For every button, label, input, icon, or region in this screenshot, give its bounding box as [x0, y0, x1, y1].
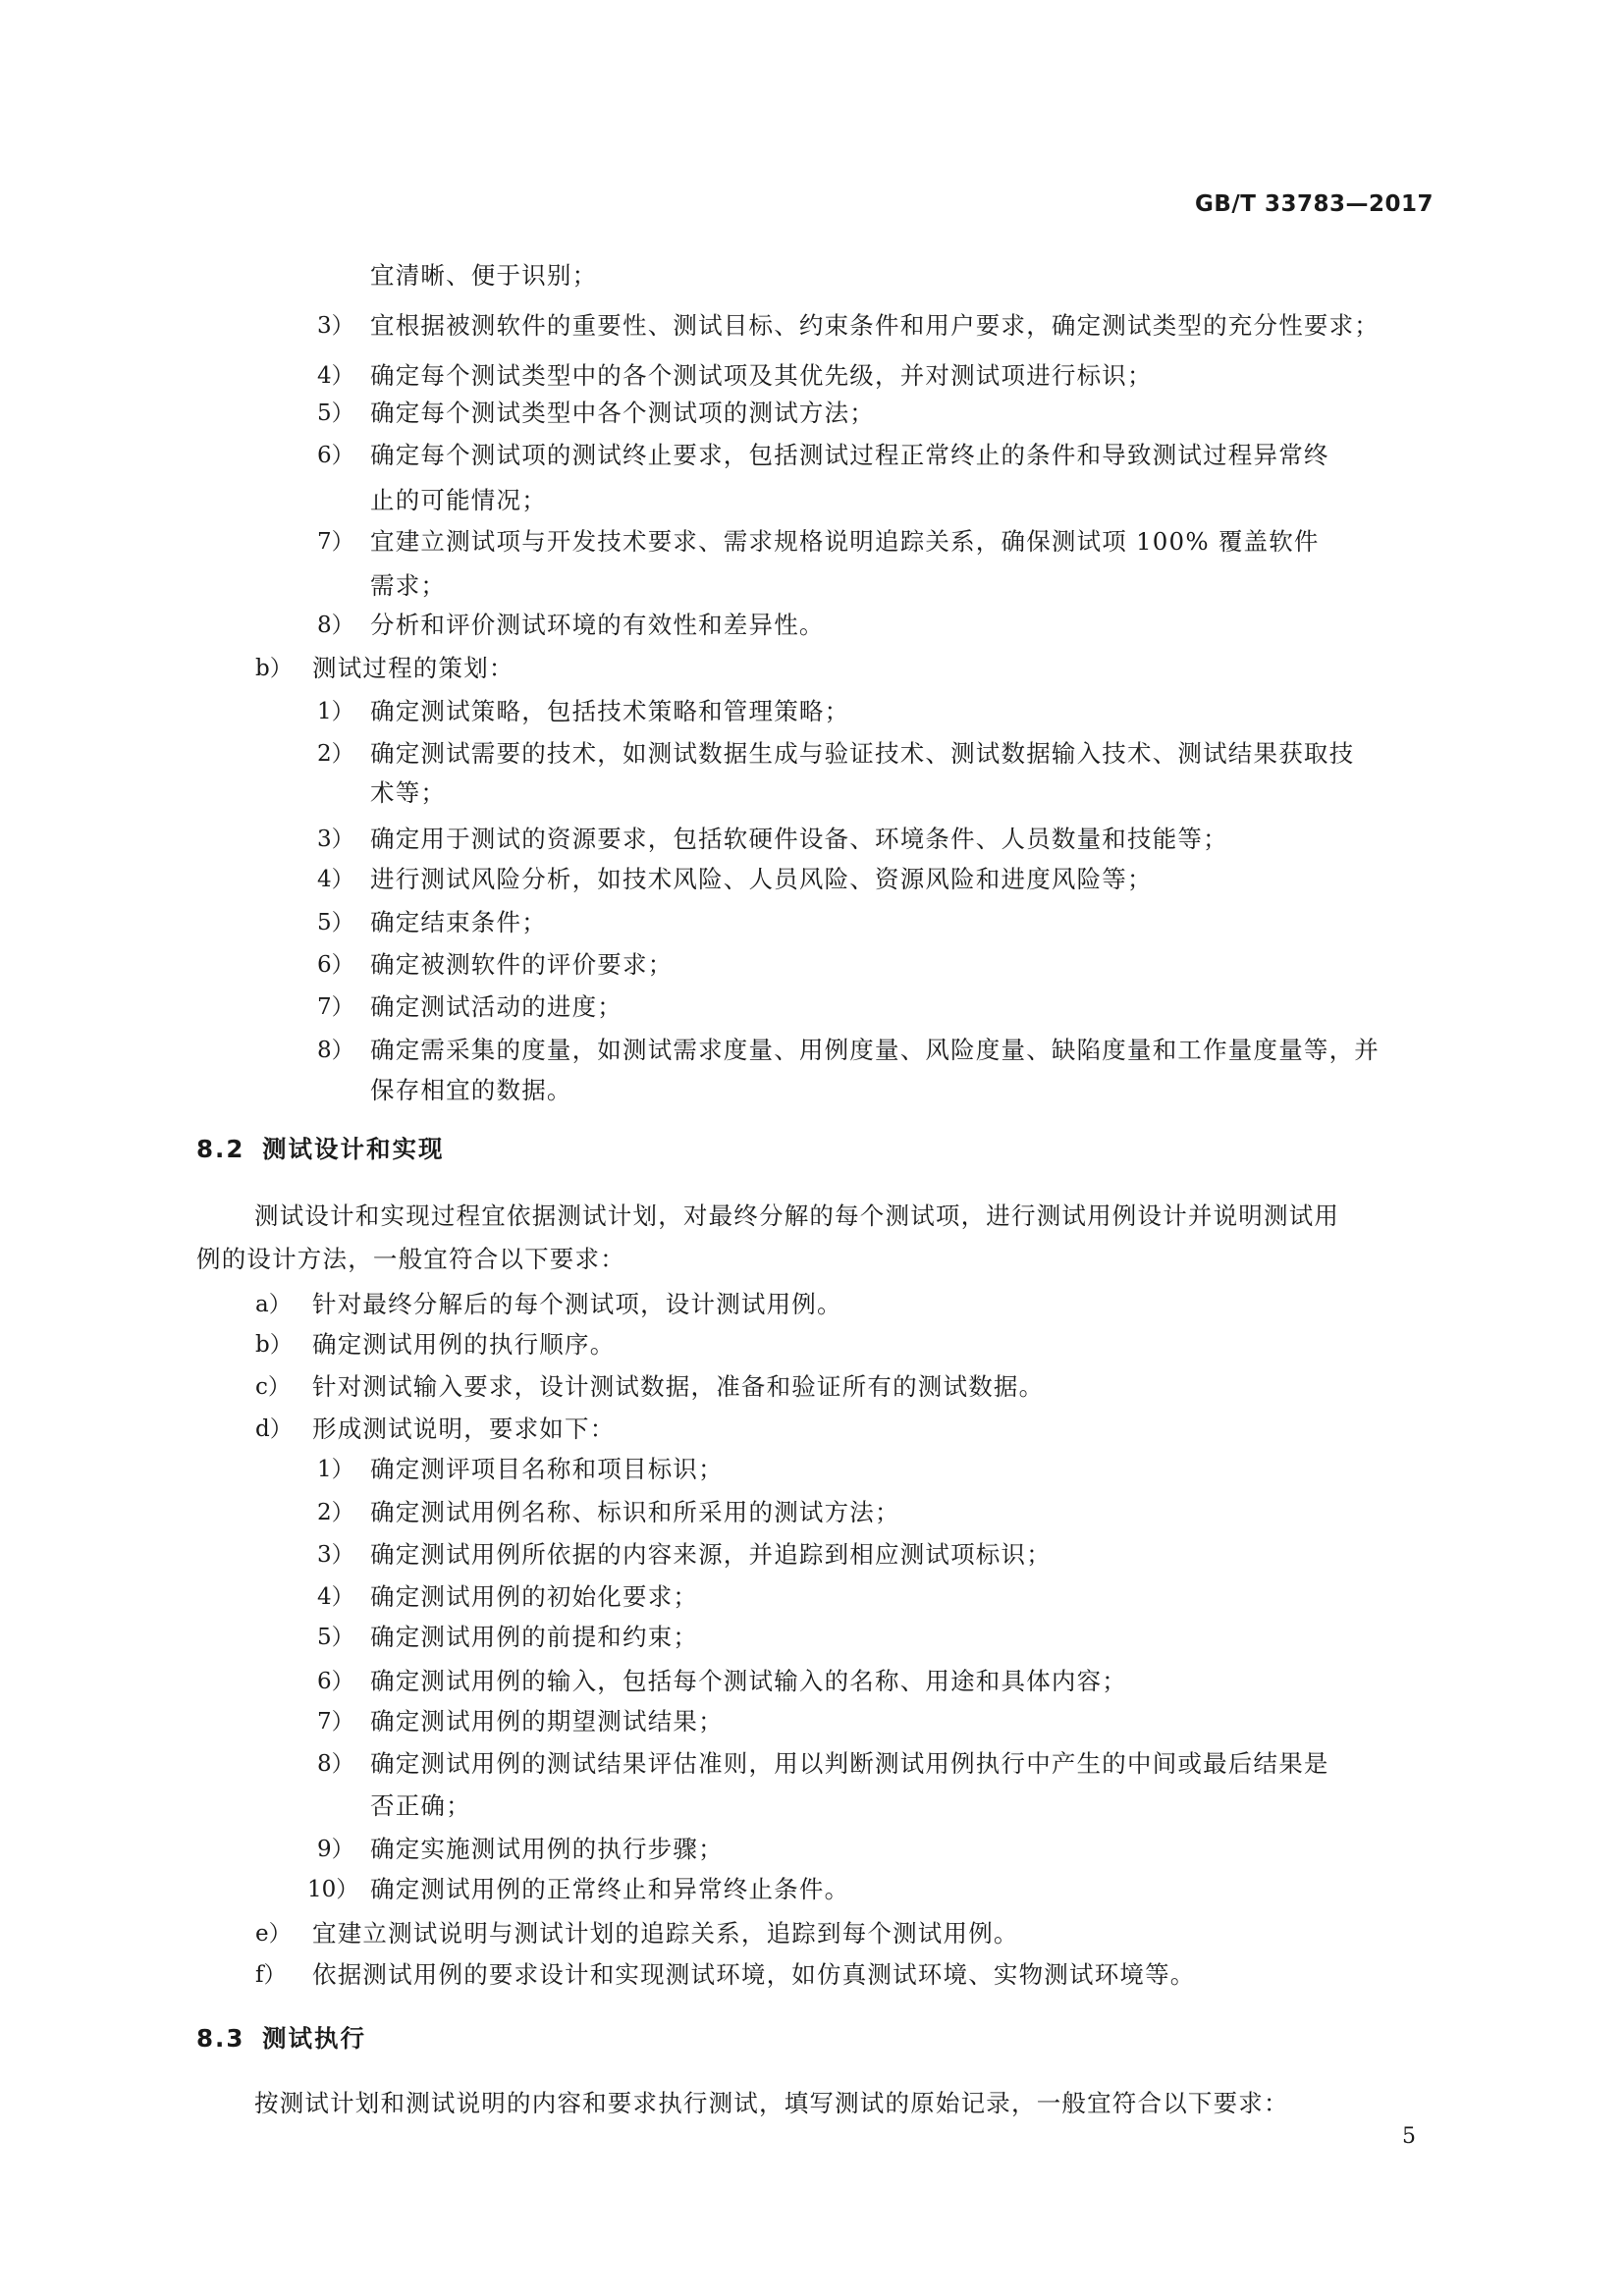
list-marker: b）: [255, 1332, 293, 1358]
text-line: 否正确；: [370, 1791, 471, 1820]
list-marker: c）: [255, 1374, 291, 1400]
text-line: 确定每个测试类型中各个测试项的测试方法；: [370, 399, 875, 427]
text-line: 确定测试用例的前提和约束；: [370, 1623, 699, 1651]
text-line: 确定测试活动的进度；: [370, 992, 623, 1021]
page-number: 5: [1402, 2124, 1418, 2149]
text-line: 针对测试输入要求，设计测试数据，准备和验证所有的测试数据。: [312, 1372, 1045, 1401]
text-line: 分析和评价测试环境的有效性和差异性。: [370, 611, 825, 639]
text-line: 确定测试用例的正常终止和异常终止条件。: [370, 1875, 850, 1903]
list-marker: e）: [255, 1921, 292, 1947]
text-line: 止的可能情况；: [370, 486, 547, 514]
section-number: 8.2: [196, 1135, 245, 1163]
section-number: 8.3: [196, 2024, 245, 2053]
text-line: 宜建立测试说明与测试计划的追踪关系，追踪到每个测试用例。: [312, 1919, 1019, 1948]
text-line: 确定测试策略，包括技术策略和管理策略；: [370, 697, 850, 725]
list-marker: 7）: [317, 1709, 354, 1735]
list-marker: 4）: [317, 363, 354, 389]
list-marker: 1）: [317, 699, 354, 724]
list-marker: 7）: [317, 529, 354, 555]
text-line: 形成测试说明，要求如下：: [312, 1415, 616, 1443]
list-marker: 6）: [317, 1669, 354, 1694]
list-marker: 9）: [317, 1837, 354, 1862]
text-line: 确定测试用例的执行顺序。: [312, 1330, 616, 1359]
list-marker: 2）: [317, 1500, 354, 1525]
text-line: 确定测试用例名称、标识和所采用的测试方法；: [370, 1498, 900, 1526]
text-line: 确定测试用例的输入，包括每个测试输入的名称、用途和具体内容；: [370, 1667, 1127, 1695]
text-line: 确定测试需要的技术，如测试数据生成与验证技术、测试数据输入技术、测试结果获取技: [370, 739, 1355, 768]
list-marker: 1）: [317, 1457, 354, 1482]
list-marker: 5）: [317, 1625, 354, 1650]
text-line: 确定被测软件的评价要求；: [370, 950, 674, 979]
list-marker: b）: [255, 656, 293, 681]
text-line: 确定每个测试类型中的各个测试项及其优先级，并对测试项进行标识；: [370, 361, 1153, 390]
text-line: 确定实施测试用例的执行步骤；: [370, 1835, 724, 1863]
paragraph-line: 测试设计和实现过程宜依据测试计划，对最终分解的每个测试项，进行测试用例设计并说明测试用: [254, 1201, 1340, 1230]
section-heading: 测试设计和实现: [262, 1135, 445, 1163]
paragraph-line: 按测试计划和测试说明的内容和要求执行测试，填写测试的原始记录，一般宜符合以下要求：: [254, 2089, 1289, 2117]
text-line: 确定测评项目名称和项目标识；: [370, 1455, 724, 1483]
list-marker: 5）: [317, 910, 354, 935]
list-marker: d）: [255, 1416, 293, 1442]
list-marker: 4）: [317, 1584, 354, 1610]
text-line: 确定测试用例的初始化要求；: [370, 1582, 699, 1611]
list-marker: 4）: [317, 867, 354, 892]
list-marker: 3）: [317, 1542, 354, 1568]
text-line: 宜清晰、便于识别；: [370, 261, 598, 290]
list-marker: 10）: [307, 1877, 359, 1902]
text-line: 进行测试风险分析，如技术风险、人员风险、资源风险和进度风险等；: [370, 865, 1153, 893]
list-marker: 5）: [317, 400, 354, 426]
text-line: 确定测试用例的测试结果评估准则，用以判断测试用例执行中产生的中间或最后结果是: [370, 1749, 1329, 1778]
list-marker: 6）: [317, 952, 354, 978]
text-line: 确定测试用例所依据的内容来源，并追踪到相应测试项标识；: [370, 1540, 1052, 1569]
text-line: 确定每个测试项的测试终止要求，包括测试过程正常终止的条件和导致测试过程异常终: [370, 441, 1329, 469]
list-marker: 8）: [317, 613, 354, 638]
list-marker: 3）: [317, 827, 354, 852]
section-heading: 测试执行: [262, 2024, 366, 2053]
text-line: 确定结束条件；: [370, 908, 547, 936]
list-marker: f）: [255, 1962, 287, 1988]
list-marker: 8）: [317, 1751, 354, 1777]
text-line: 需求；: [370, 571, 447, 600]
text-line: 测试过程的策划：: [312, 654, 514, 682]
list-marker: a）: [255, 1292, 292, 1317]
text-line: 宜根据被测软件的重要性、测试目标、约束条件和用户要求，确定测试类型的充分性要求；: [370, 311, 1380, 340]
text-line: 保存相宜的数据。: [370, 1076, 572, 1104]
paragraph-line: 例的设计方法，一般宜符合以下要求：: [196, 1245, 625, 1273]
text-line: 依据测试用例的要求设计和实现测试环境，如仿真测试环境、实物测试环境等。: [312, 1960, 1196, 1989]
text-line: 确定用于测试的资源要求，包括软硬件设备、环境条件、人员数量和技能等；: [370, 825, 1228, 853]
list-marker: 2）: [317, 741, 354, 767]
list-marker: 7）: [317, 994, 354, 1020]
text-line: 确定测试用例的期望测试结果；: [370, 1707, 724, 1735]
standard-number: GB/T 33783—2017: [1195, 191, 1435, 217]
list-marker: 8）: [317, 1038, 354, 1063]
text-line: 针对最终分解后的每个测试项，设计测试用例。: [312, 1290, 842, 1318]
list-marker: 6）: [317, 443, 354, 468]
text-line: 确定需采集的度量，如测试需求度量、用例度量、风险度量、缺陷度量和工作量度量等，并: [370, 1036, 1380, 1064]
text-line: 宜建立测试项与开发技术要求、需求规格说明追踪关系，确保测试项 100% 覆盖软件: [370, 527, 1320, 556]
list-marker: 3）: [317, 313, 354, 339]
text-line: 术等；: [370, 778, 447, 807]
